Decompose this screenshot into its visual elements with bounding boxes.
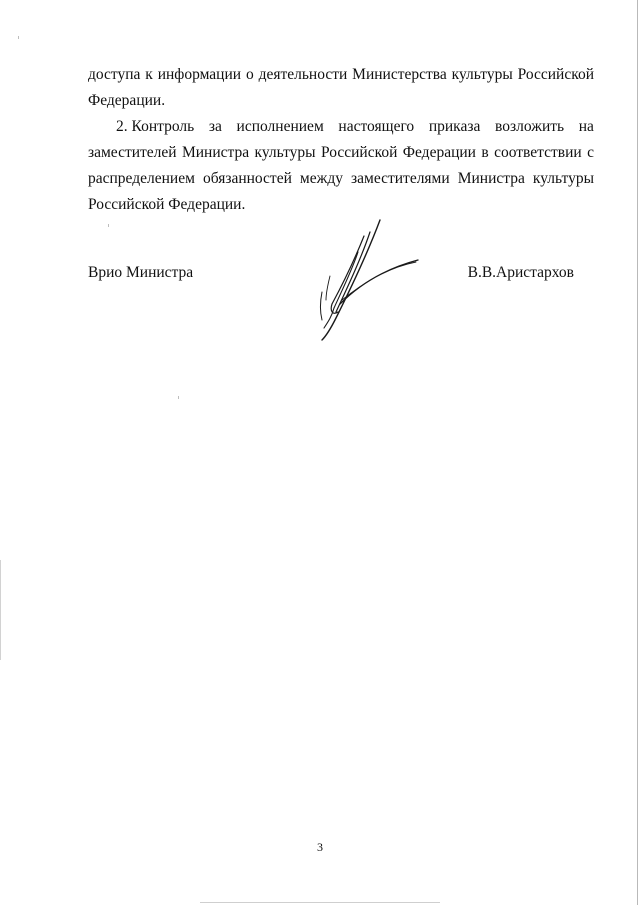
word: с: [587, 144, 594, 161]
word: к: [145, 66, 153, 83]
scan-speck: [18, 36, 19, 39]
word: Министра: [181, 144, 250, 161]
paragraph-control: [88, 114, 594, 218]
word: культуры: [254, 144, 316, 161]
word: Российской: [320, 144, 398, 161]
paragraph-line-last: Российской Федерации.: [88, 196, 246, 213]
word: доступа: [88, 66, 141, 83]
paragraph-line: [88, 62, 594, 88]
word: Министра: [457, 170, 525, 187]
paragraph-line: [88, 140, 594, 166]
scan-edge-right: [637, 0, 638, 905]
word: распределением: [88, 170, 195, 187]
word: возложить: [495, 118, 565, 135]
word: настоящего: [338, 118, 415, 135]
word: соответствии: [494, 144, 582, 161]
word: информации: [157, 66, 242, 83]
word: Федерации: [402, 144, 476, 161]
word: исполнением: [236, 118, 324, 135]
word: заместителей: [88, 144, 177, 161]
word: культуры: [451, 66, 513, 83]
scan-speck: [178, 396, 179, 399]
scan-edge-bottom: [200, 902, 440, 903]
signatory-title: Врио Министра: [88, 264, 194, 281]
paragraph-access: [88, 62, 594, 114]
word: на: [578, 118, 594, 135]
word: между: [299, 170, 343, 187]
handwritten-signature: [306, 212, 430, 344]
word: приказа: [428, 118, 481, 135]
word: заместителями: [351, 170, 450, 187]
word: деятельности: [258, 66, 348, 83]
word: Российской: [517, 66, 594, 83]
scan-edge-left: [0, 560, 1, 660]
scan-speck: [108, 224, 109, 227]
word: обязанностей: [202, 170, 292, 187]
paragraph-line: [88, 114, 594, 140]
word: культуры: [532, 170, 594, 187]
page-number: 3: [317, 840, 323, 854]
word: Министерства: [352, 66, 447, 83]
word: о: [245, 66, 254, 83]
signatory-name: В.В.Аристархов: [467, 264, 574, 281]
paragraph-line: [88, 166, 594, 192]
paragraph-line-last: Федерации.: [88, 92, 166, 109]
word: за: [208, 118, 222, 135]
word: 2. Контроль: [116, 118, 195, 135]
word: в: [481, 144, 489, 161]
